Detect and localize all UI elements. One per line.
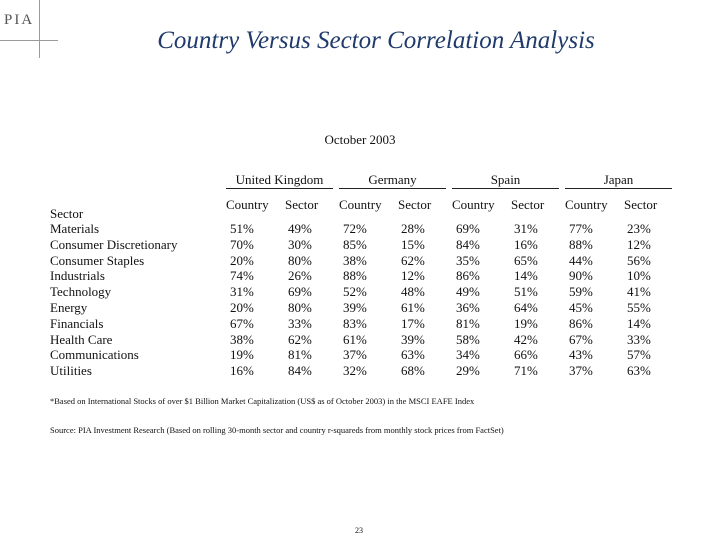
correlation-value: 68%	[401, 363, 425, 379]
correlation-value: 57%	[627, 347, 651, 363]
correlation-value: 65%	[514, 252, 538, 268]
correlation-value: 71%	[514, 363, 538, 379]
correlation-value: 74%	[230, 268, 254, 284]
correlation-value: 45%	[569, 300, 593, 315]
footnote: *Based on International Stocks of over $1 Billion Market Capitalization (US$ as of October 2003) in the MSCI EAFE Index	[50, 396, 475, 406]
row-header-sector: Sector	[50, 206, 84, 221]
correlation-value: 84%	[288, 363, 312, 379]
correlation-value: 38%	[343, 252, 367, 268]
correlation-value: 44%	[569, 252, 593, 268]
correlation-value: 83%	[343, 315, 367, 331]
sector-label: Health Care	[50, 331, 113, 347]
correlation-value: 61%	[401, 300, 425, 315]
correlation-value: 61%	[343, 331, 367, 347]
country-column-header: Country	[452, 197, 495, 212]
correlation-value: 81%	[288, 347, 312, 363]
correlation-value: 20%	[230, 252, 254, 268]
sector-label: Financials	[50, 315, 104, 331]
correlation-value: 59%	[569, 284, 593, 300]
correlation-value: 26%	[288, 268, 312, 284]
correlation-value: 32%	[343, 363, 367, 379]
correlation-value: 49%	[456, 284, 480, 300]
sector-label: Industrials	[50, 268, 105, 284]
correlation-value: 39%	[343, 300, 367, 315]
sector-label: Utilities	[50, 363, 92, 379]
sector-column-header: Sector	[511, 197, 545, 212]
country-header: Germany	[339, 172, 446, 189]
country-column-header: Country	[339, 197, 382, 212]
correlation-value: 66%	[514, 347, 538, 363]
correlation-value: 81%	[456, 315, 480, 331]
correlation-value: 85%	[343, 236, 367, 252]
correlation-value: 80%	[288, 252, 312, 268]
correlation-value: 51%	[230, 221, 254, 236]
source-note: Source: PIA Investment Research (Based on rolling 30-month sector and country r-squareds from monthly stock prices from FactSet)	[50, 425, 504, 435]
page-title: Country Versus Sector Correlation Analysis	[157, 27, 595, 54]
correlation-value: 16%	[230, 363, 254, 379]
country-header: Japan	[565, 172, 672, 189]
correlation-value: 52%	[343, 284, 367, 300]
correlation-value: 14%	[627, 315, 651, 331]
correlation-value: 80%	[288, 300, 312, 315]
sector-column-header: Sector	[285, 197, 319, 212]
correlation-value: 56%	[627, 252, 651, 268]
correlation-value: 63%	[627, 363, 651, 379]
pia-logo: PIA	[4, 12, 35, 28]
correlation-value: 62%	[288, 331, 312, 347]
correlation-value: 88%	[569, 236, 593, 252]
correlation-value: 39%	[401, 331, 425, 347]
correlation-value: 72%	[343, 221, 367, 236]
correlation-value: 12%	[627, 236, 651, 252]
correlation-value: 64%	[514, 300, 538, 315]
correlation-value: 69%	[288, 284, 312, 300]
sector-label: Consumer Discretionary	[50, 236, 178, 252]
correlation-value: 14%	[514, 268, 538, 284]
sector-column-header: Sector	[624, 197, 658, 212]
correlation-value: 86%	[456, 268, 480, 284]
correlation-value: 77%	[569, 221, 593, 236]
correlation-value: 33%	[627, 331, 651, 347]
correlation-value: 86%	[569, 315, 593, 331]
correlation-value: 19%	[230, 347, 254, 363]
correlation-value: 90%	[569, 268, 593, 284]
country-column-header: Country	[565, 197, 608, 212]
correlation-value: 55%	[627, 300, 651, 315]
page-number: 23	[355, 526, 363, 535]
correlation-value: 34%	[456, 347, 480, 363]
sector-label: Materials	[50, 221, 100, 236]
correlation-value: 51%	[514, 284, 538, 300]
correlation-value: 88%	[343, 268, 367, 284]
correlation-value: 15%	[401, 236, 425, 252]
correlation-value: 16%	[514, 236, 538, 252]
correlation-value: 30%	[288, 236, 312, 252]
correlation-value: 38%	[230, 331, 254, 347]
correlation-value: 36%	[456, 300, 480, 315]
correlation-value: 84%	[456, 236, 480, 252]
country-header: Spain	[452, 172, 559, 189]
correlation-value: 37%	[569, 363, 593, 379]
sector-label: Communications	[50, 347, 139, 363]
correlation-value: 17%	[401, 315, 425, 331]
correlation-value: 62%	[401, 252, 425, 268]
correlation-value: 31%	[514, 221, 538, 236]
sector-label: Technology	[50, 284, 112, 300]
sector-column-header: Sector	[398, 197, 432, 212]
correlation-value: 42%	[514, 331, 538, 347]
correlation-value: 20%	[230, 300, 254, 315]
correlation-value: 29%	[456, 363, 480, 379]
correlation-value: 48%	[401, 284, 425, 300]
sector-label: Energy	[50, 300, 88, 315]
correlation-value: 63%	[401, 347, 425, 363]
country-column-header: Country	[226, 197, 269, 212]
correlation-value: 67%	[230, 315, 254, 331]
correlation-value: 33%	[288, 315, 312, 331]
correlation-value: 37%	[343, 347, 367, 363]
correlation-value: 19%	[514, 315, 538, 331]
correlation-value: 12%	[401, 268, 425, 284]
correlation-value: 70%	[230, 236, 254, 252]
correlation-value: 23%	[627, 221, 651, 236]
sector-label: Consumer Staples	[50, 252, 145, 268]
correlation-value: 67%	[569, 331, 593, 347]
correlation-value: 31%	[230, 284, 254, 300]
correlation-value: 10%	[627, 268, 651, 284]
report-date: October 2003	[324, 132, 396, 147]
correlation-value: 58%	[456, 331, 480, 347]
correlation-value: 28%	[401, 221, 425, 236]
correlation-value: 49%	[288, 221, 312, 236]
correlation-value: 41%	[627, 284, 651, 300]
correlation-value: 43%	[569, 347, 593, 363]
correlation-value: 69%	[456, 221, 480, 236]
correlation-value: 35%	[456, 252, 480, 268]
country-header: United Kingdom	[226, 172, 333, 189]
